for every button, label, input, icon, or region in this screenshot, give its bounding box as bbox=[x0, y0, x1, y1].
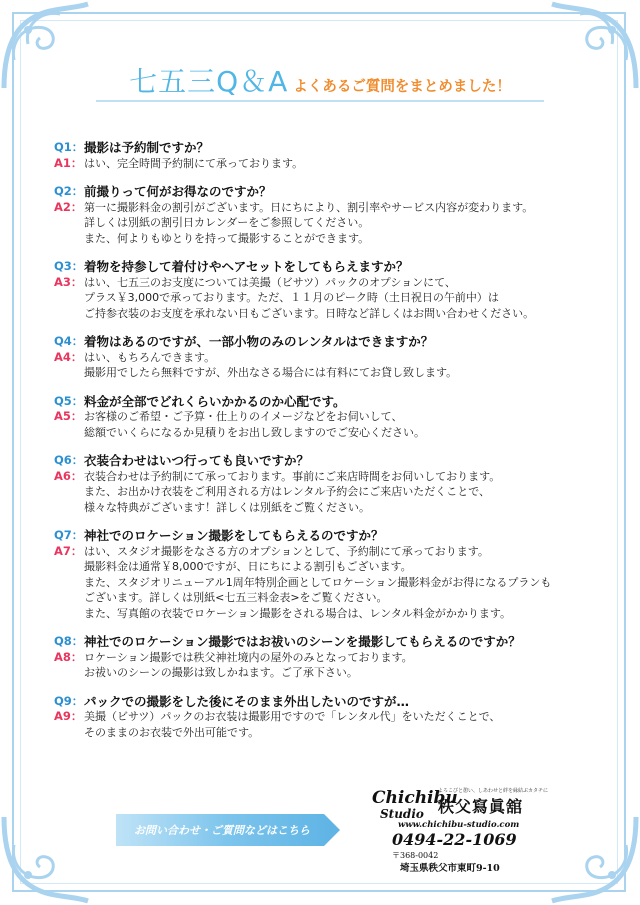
answer-label: A7： bbox=[54, 543, 83, 558]
question-label: Q8： bbox=[54, 634, 84, 648]
answer-line: 美撮（ビサツ）パックのお衣装は撮影用ですので「レンタル代」をいただくことで、 bbox=[84, 710, 501, 723]
answer-line: 詳しくは別紙の割引日カレンダーをご参照してください。 bbox=[84, 216, 370, 229]
question-row bbox=[54, 140, 614, 156]
studio-zip: 〒368-0042 bbox=[392, 851, 439, 860]
contact-button-label: お問い合わせ・ご質問などはこちら bbox=[134, 824, 310, 837]
title-underline bbox=[96, 100, 544, 102]
studio-info bbox=[372, 788, 549, 875]
studio-logo-line1: Chichibu bbox=[372, 788, 458, 808]
qa-item bbox=[54, 634, 614, 681]
studio-tagline: よろこびと憩い、しあわせと絆を縁結ぶカタチに bbox=[438, 788, 549, 794]
answer-line: 総額でいくらになるか見積りをお出し致しますのでご安心ください。 bbox=[84, 425, 425, 439]
answer-line: お客様のご希望・ご予算・仕上りのイメージなどをお伺いして、 bbox=[84, 410, 403, 423]
question-label: Q3： bbox=[54, 259, 84, 273]
answer-label: A2： bbox=[54, 199, 83, 214]
answer-label: A3： bbox=[54, 274, 83, 289]
answer-line: また、スタジオリニューアル1周年特別企画としてロケーション撮影料金がお得になるプランも bbox=[84, 575, 552, 589]
answer-line: ご持参衣装のお支度を承れない日もございます。日時など詳しくはお問い合わせください。 bbox=[84, 306, 535, 320]
answer-line: 様々な特典がございます！詳しくは別紙をご覧ください。 bbox=[84, 500, 370, 514]
answer-line: そのままのお衣装で外出可能です。 bbox=[84, 725, 260, 739]
question-text: パックでの撮影をした後にそのまま外出したいのですが… bbox=[84, 693, 410, 709]
question-text: 衣装合わせはいつ行っても良いですか？ bbox=[84, 453, 310, 468]
answer-label: A1： bbox=[54, 155, 83, 170]
question-row bbox=[54, 453, 614, 469]
qa-item bbox=[54, 528, 614, 621]
studio-logo-line2: Studio bbox=[380, 807, 424, 821]
answer-line: 衣装合わせは予約制にて承っております。事前にご来店時間をお伺いしております。 bbox=[84, 469, 501, 483]
question-label: Q9： bbox=[54, 693, 84, 708]
answer-label: A5： bbox=[54, 409, 83, 423]
question-text: 神社でのロケーション撮影ではお祓いのシーンを撮影してもらえるのですか？ bbox=[84, 634, 521, 649]
answer-line: はい、七五三のお支度については美撮（ビサツ）パックのオプションにて、 bbox=[84, 275, 456, 289]
answer-row bbox=[54, 469, 614, 516]
answer-line: はい、スタジオ撮影をなさる方のオプションとして、予約制にて承っております。 bbox=[84, 544, 489, 558]
contact-button[interactable] bbox=[112, 810, 344, 850]
answer-label: A6： bbox=[54, 468, 83, 483]
answer-line: 撮影用でしたら無料ですが、外出なさる場合には有料にてお貸し致します。 bbox=[84, 366, 458, 379]
question-row bbox=[54, 394, 614, 410]
question-label: Q7： bbox=[54, 528, 84, 542]
question-text: 撮影は予約制ですか？ bbox=[84, 140, 210, 155]
answer-row bbox=[54, 156, 614, 172]
answer-line: お祓いのシーンの撮影は致しかねます。ご了承下さい。 bbox=[84, 666, 358, 679]
studio-name: 秩父寫眞舘 bbox=[438, 797, 524, 816]
qa-item bbox=[54, 453, 614, 515]
qa-item bbox=[54, 334, 614, 381]
answer-line: はい、もちろんできます。 bbox=[84, 350, 216, 364]
answer-label: A8： bbox=[54, 649, 83, 664]
question-text: 神社でのロケーション撮影をしてもらえるのですか？ bbox=[84, 528, 384, 543]
question-row bbox=[54, 184, 614, 200]
answer-row bbox=[54, 544, 614, 622]
answer-row bbox=[54, 350, 614, 381]
qa-item bbox=[54, 140, 614, 171]
answer-line: ロケーション撮影では秩父神社境内の屋外のみとなっております。 bbox=[84, 650, 413, 664]
answer-line: 撮影料金は通常￥8,000ですが、日にちによる割引もございます。 bbox=[84, 560, 412, 573]
question-text: 前撮りって何がお得なのですか？ bbox=[84, 184, 272, 199]
question-text: 着物はあるのですが、一部小物のみのレンタルはできますか？ bbox=[84, 334, 434, 349]
question-row bbox=[54, 694, 614, 710]
answer-row bbox=[54, 650, 614, 681]
question-label: Q1： bbox=[54, 140, 84, 154]
answer-label: A9： bbox=[54, 709, 83, 723]
question-label: Q5： bbox=[54, 393, 84, 408]
page-title bbox=[0, 60, 640, 100]
studio-url[interactable]: www.chichibu-studio.com bbox=[398, 820, 520, 830]
question-label: Q4： bbox=[54, 334, 84, 348]
qa-item bbox=[54, 394, 614, 441]
title-subtitle: よくあるご質問をまとめました！ bbox=[293, 79, 511, 95]
qa-item bbox=[54, 259, 614, 321]
answer-row bbox=[54, 275, 614, 322]
question-row bbox=[54, 334, 614, 350]
answer-line: また、写真館の衣装でロケーション撮影をされる場合は、レンタル料金がかかります。 bbox=[84, 606, 511, 620]
answer-line: ございます。詳しくは別紙<七五三料金表>をご覧ください。 bbox=[84, 591, 388, 604]
question-label: Q2： bbox=[54, 184, 84, 198]
answer-label: A4： bbox=[54, 349, 83, 364]
answer-row bbox=[54, 709, 614, 740]
answer-row bbox=[54, 200, 614, 247]
question-label: Q6： bbox=[54, 453, 84, 467]
question-text: 着物を持参して着付けやヘアセットをしてもらえますか？ bbox=[84, 259, 409, 274]
answer-line: また、何よりもゆとりを持って撮影することができます。 bbox=[84, 231, 370, 245]
qa-item bbox=[54, 694, 614, 741]
qa-list bbox=[54, 140, 614, 753]
studio-phone[interactable]: 0494-22-1069 bbox=[392, 830, 517, 849]
question-row bbox=[54, 528, 614, 544]
answer-line: また、お出かけ衣装をご利用される方はレンタル予約会にご来店いただくことで、 bbox=[84, 485, 491, 498]
studio-address: 埼玉県秩父市東町9-10 bbox=[400, 863, 500, 874]
title-main: 七五三Q＆A bbox=[129, 65, 289, 98]
answer-row bbox=[54, 409, 614, 440]
corner-ornament-bottom-left bbox=[0, 813, 92, 905]
corner-ornament-bottom-right bbox=[548, 813, 640, 905]
qa-item bbox=[54, 184, 614, 246]
answer-line: はい、完全時間予約制にて承っております。 bbox=[84, 156, 304, 170]
question-row bbox=[54, 259, 614, 275]
answer-line: プラス￥3,000で承っております。ただ、１１月のピーク時（土日祝日の午前中）は bbox=[84, 291, 499, 304]
answer-line: 第一に撮影料金の割引がございます。日にちにより、割引率やサービス内容が変わります。 bbox=[84, 200, 534, 214]
question-text: 料金が全部でどれくらいかかるのか心配です。 bbox=[84, 393, 346, 409]
question-row bbox=[54, 634, 614, 650]
